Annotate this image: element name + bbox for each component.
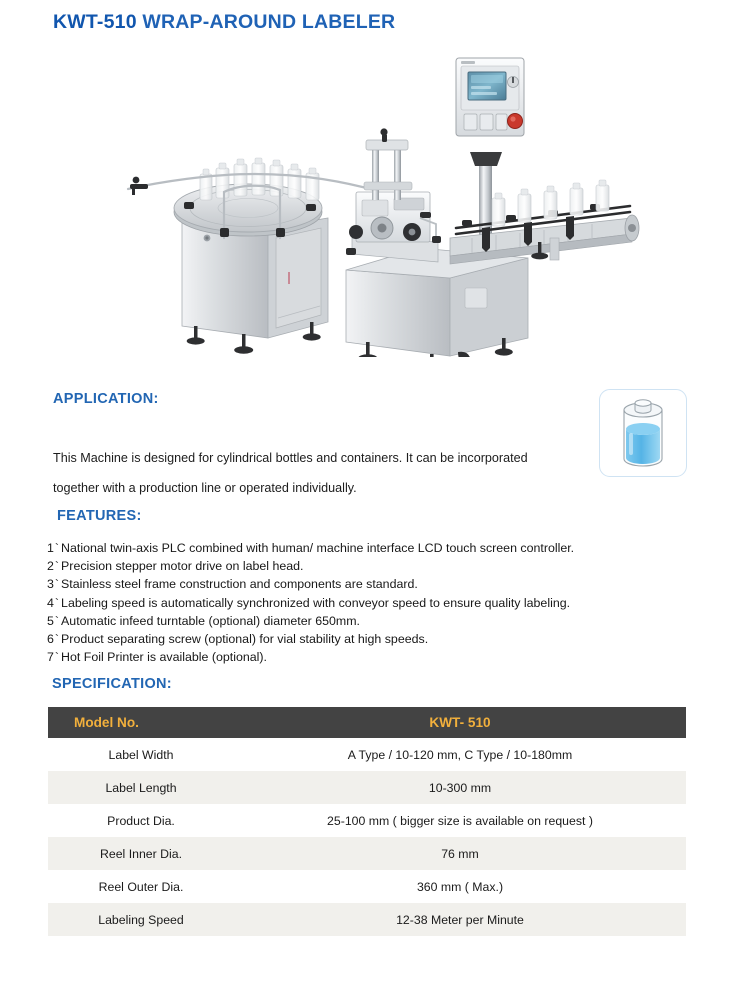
table-row [48, 738, 686, 771]
feature-number: 3 [47, 577, 54, 592]
table-row [48, 903, 686, 936]
feature-separator: ` [54, 632, 60, 647]
spec-value: 360 mm ( Max.) [234, 870, 686, 903]
feature-text: Automatic infeed turntable (optional) diameter 650mm. [61, 613, 360, 628]
page-title [53, 11, 395, 34]
feature-separator: ` [54, 577, 60, 592]
spec-value: 10-300 mm [234, 771, 686, 804]
spec-label: Label Length [48, 771, 234, 804]
bottle-container-icon [599, 389, 687, 477]
feature-number: 4 [47, 595, 54, 610]
specification-table [48, 707, 686, 936]
machine-photo [120, 42, 640, 357]
spec-value: A Type / 10-120 mm, C Type / 10-180mm [234, 738, 686, 771]
table-row [48, 870, 686, 903]
feature-item [47, 612, 707, 630]
spec-value: 25-100 mm ( bigger size is available on request ) [234, 804, 686, 837]
page-title-model: KWT-510 [53, 11, 137, 33]
application-line-1: This Machine is designed for cylindrical bottles and containers. It can be incorporated [53, 451, 528, 465]
feature-number: 1 [47, 541, 54, 555]
feature-separator: ` [54, 541, 60, 555]
table-header-model-value: KWT- 510 [234, 707, 686, 738]
spec-value: 12-38 Meter per Minute [234, 903, 686, 936]
feature-number: 2 [47, 559, 54, 574]
feature-item [47, 648, 707, 666]
features-list [47, 539, 707, 666]
page-title-rest: WRAP-AROUND LABELER [142, 11, 396, 33]
spec-value: 76 mm [234, 837, 686, 870]
feature-text: Labeling speed is automatically synchronized with conveyor speed to ensure quality labeling. [61, 595, 571, 610]
feature-separator: ` [54, 613, 60, 628]
table-row [48, 804, 686, 837]
spec-label: Product Dia. [48, 804, 234, 837]
feature-item [47, 539, 707, 557]
feature-text: Precision stepper motor drive on label head. [61, 559, 304, 574]
feature-separator: ` [54, 595, 60, 610]
feature-text: Product separating screw (optional) for vial stability at high speeds. [61, 632, 429, 647]
feature-text: National twin-axis PLC combined with human/ machine interface LCD touch screen controller. [61, 541, 575, 555]
feature-text: Stainless steel frame construction and components are standard. [61, 577, 418, 592]
features-heading: FEATURES: [57, 508, 142, 524]
table-row [48, 771, 686, 804]
spec-label: Reel Inner Dia. [48, 837, 234, 870]
feature-item [47, 630, 707, 648]
spec-label: Labeling Speed [48, 903, 234, 936]
specification-heading: SPECIFICATION: [52, 676, 172, 692]
spec-label: Label Width [48, 738, 234, 771]
feature-number: 6 [47, 632, 54, 647]
application-heading: APPLICATION: [53, 391, 159, 407]
table-header-model-no: Model No. [48, 707, 234, 738]
feature-separator: ` [54, 559, 60, 574]
application-text [53, 443, 653, 503]
feature-item [47, 557, 707, 575]
table-header-row [48, 707, 686, 738]
feature-number: 5 [47, 613, 54, 628]
feature-item [47, 594, 707, 612]
table-row [48, 837, 686, 870]
feature-separator: ` [54, 650, 60, 665]
feature-text: Hot Foil Printer is available (optional). [61, 650, 267, 665]
feature-item [47, 575, 707, 593]
application-line-2: together with a production line or operated individually. [53, 481, 357, 495]
feature-number: 7 [47, 650, 54, 665]
spec-label: Reel Outer Dia. [48, 870, 234, 903]
